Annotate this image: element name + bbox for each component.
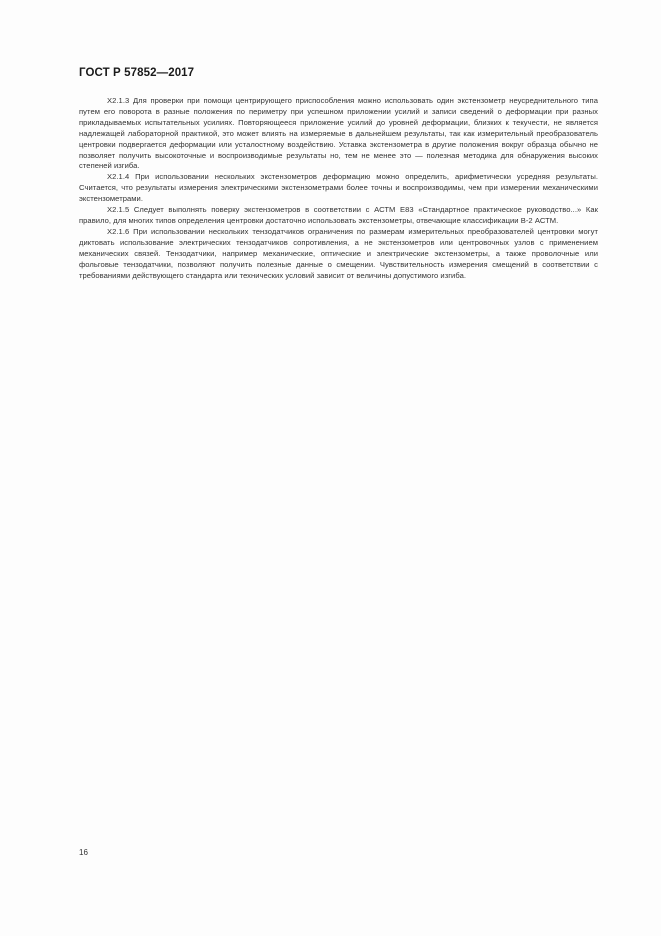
page-number: 16 (79, 848, 88, 857)
paragraph-x2-1-6: X2.1.6 При использовании нескольких тензодатчиков ограничения по размерам измерительных преобразователей центровки могут диктовать использование электрических тензодатчиков сопротивления, а не экстензометров или центровочных узлов с применением механических связей. Тензодатчики, например механические, оптические и электрические экстензометры, а также проволочные или фольговые тензодатчики, позволяют получить полезные данные о смещении. Чувствительность измерения смещений в соответствии с требованиями действующего стандарта или технических условий зависит от величины допустимого изгиба. (79, 226, 598, 280)
paragraph-x2-1-5: X2.1.5 Следует выполнять поверку экстензометров в соответствии с АСТМ Е83 «Стандартное практическое руководство...» Как правило, для многих типов определения центровки достаточно использовать экстензометры, отвечающие классификации В-2 АСТМ. (79, 205, 598, 225)
paragraph-x2-1-4: X2.1.4 При использовании нескольких экстензометров деформацию можно определить, арифметически усредняя результаты. Считается, что результаты измерения электрическими экстензометрами более точны и воспроизводимы, чем при измерении механическими экстензометрами. (79, 172, 598, 204)
document-header: ГОСТ Р 57852—2017 (79, 67, 195, 79)
document-body (79, 96, 598, 281)
paragraph-x2-1-3: X2.1.3 Для проверки при помощи центрирующего приспособления можно использовать один экстензометр неусреднительного типа путем его поворота в разные положения по периметру при успешном приложении усилий и записи сведений о деформации при разных прикладываемых испытательных усилиях. Повторяющееся приложение усилий до уровней деформации, близких к текучести, не является надлежащей лабораторной практикой, это может влиять на измеряемые в дальнейшем результаты, так как измерительный преобразователь центровки подвергается деформации или усталостному воздействию. Уставка экстензометра в другие положения вокруг образца обычно не позволяет получить высокоточные и воспроизводимые результаты но, тем не менее это — полезная методика для обнаружения высоких степеней изгиба. (79, 96, 598, 171)
